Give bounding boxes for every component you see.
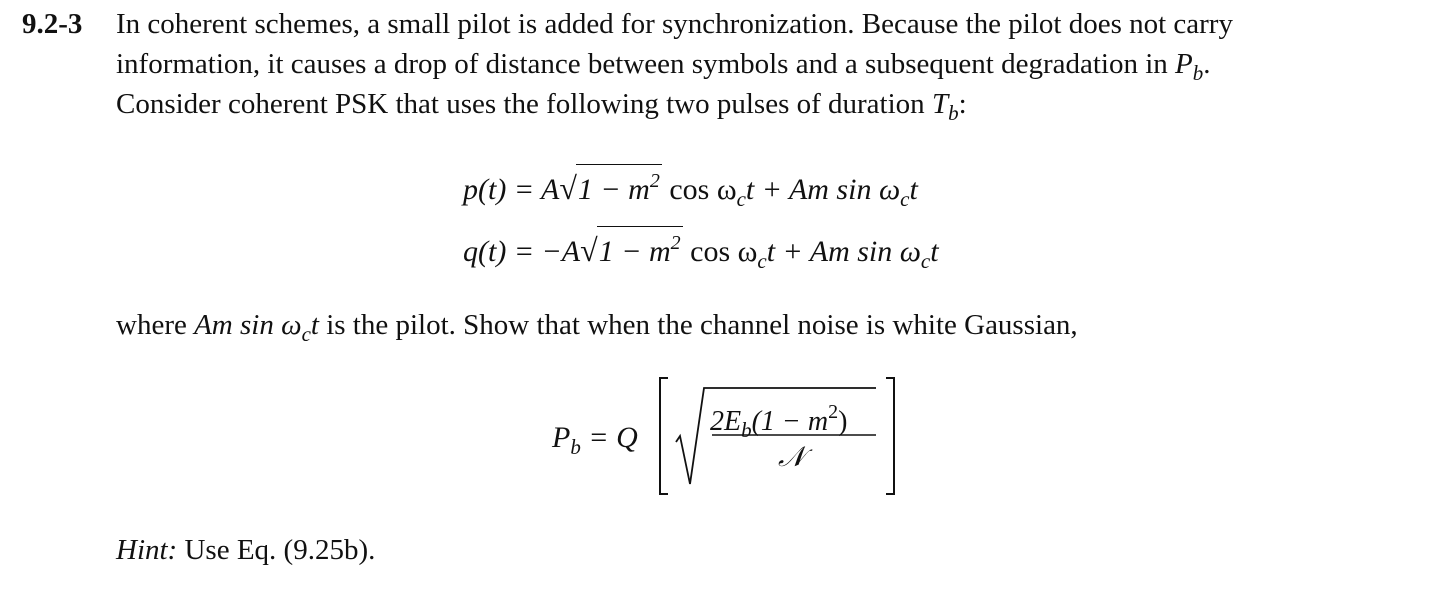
where-line: [116, 305, 1078, 354]
radicand-text: 1 − m: [577, 173, 650, 206]
equation-p: [463, 164, 918, 219]
result-lhs: [552, 418, 638, 467]
intro-line-3: [116, 84, 967, 133]
equation-q-sub-c: c: [757, 249, 767, 273]
intro-line-3-end: :: [958, 88, 967, 120]
radicand-exponent: 2: [670, 232, 681, 254]
equation-p-sub-c2: c: [900, 187, 910, 211]
equation-p-end: t: [909, 173, 918, 206]
pilot-expr: Am sin ω: [194, 309, 302, 341]
numerator-exponent: 2: [828, 401, 839, 423]
equation-q: [463, 226, 939, 281]
intro-text-2: information, it causes a drop of distance between symbols and a subsequent degradation in: [116, 48, 1168, 80]
equation-p-sub-c: c: [736, 187, 746, 211]
where-suffix: is the pilot. Show that when the channel noise is white Gaussian,: [326, 309, 1078, 341]
pb-subscript: b: [1192, 61, 1204, 85]
equation-p-tail: t + Am sin ω: [745, 173, 901, 206]
intro-text-3: Consider coherent PSK that uses the following two pulses of duration: [116, 88, 925, 120]
tb-symbol: T: [931, 88, 949, 120]
problem-number: 9.2-3: [22, 8, 83, 40]
pb-symbol: P: [1175, 48, 1193, 80]
intro-line-2-end: .: [1203, 48, 1211, 80]
equation-q-end: t: [930, 235, 939, 268]
right-bracket: [886, 378, 894, 494]
numerator-paren: (1 − m: [751, 406, 829, 437]
left-bracket: [660, 378, 668, 494]
hint-label: Hint:: [116, 534, 178, 566]
equation-q-cos: cos ω: [690, 235, 758, 268]
pilot-sub-c: c: [301, 322, 311, 346]
intro-text-1: In coherent schemes, a small pilot is added for synchronization. Because the pilot does not carry: [116, 8, 1233, 40]
numerator-sub-b: b: [741, 418, 752, 442]
result-p: P: [552, 421, 571, 454]
tb-subscript: b: [948, 101, 959, 125]
sqrt-icon: √: [580, 232, 598, 268]
intro-line-1: [116, 4, 1233, 44]
result-p-sub: b: [570, 435, 581, 459]
numerator-close: ): [838, 406, 848, 437]
equation-p-lhs: p(t) = A: [463, 173, 560, 206]
hint-line: [116, 530, 375, 570]
radicand-exponent: 2: [649, 170, 660, 192]
pilot-t: t: [310, 309, 319, 341]
equation-q-lhs: q(t) = −A: [463, 235, 581, 268]
equation-p-cos: cos ω: [669, 173, 737, 206]
result-denominator: 𝒩: [778, 442, 805, 473]
where-prefix: where: [116, 309, 187, 341]
result-equals-q: = Q: [588, 421, 638, 454]
radicand-text: 1 − m: [598, 235, 671, 268]
equation-q-radicand: [597, 226, 683, 268]
hint-text: Use Eq. (9.25b).: [184, 534, 376, 566]
equation-q-sub-c2: c: [920, 249, 931, 273]
numerator-2e: 2E: [710, 406, 742, 437]
sqrt-icon: √: [559, 170, 577, 206]
equation-p-radicand: [576, 164, 662, 206]
equation-q-tail: t + Am sin ω: [766, 235, 921, 268]
